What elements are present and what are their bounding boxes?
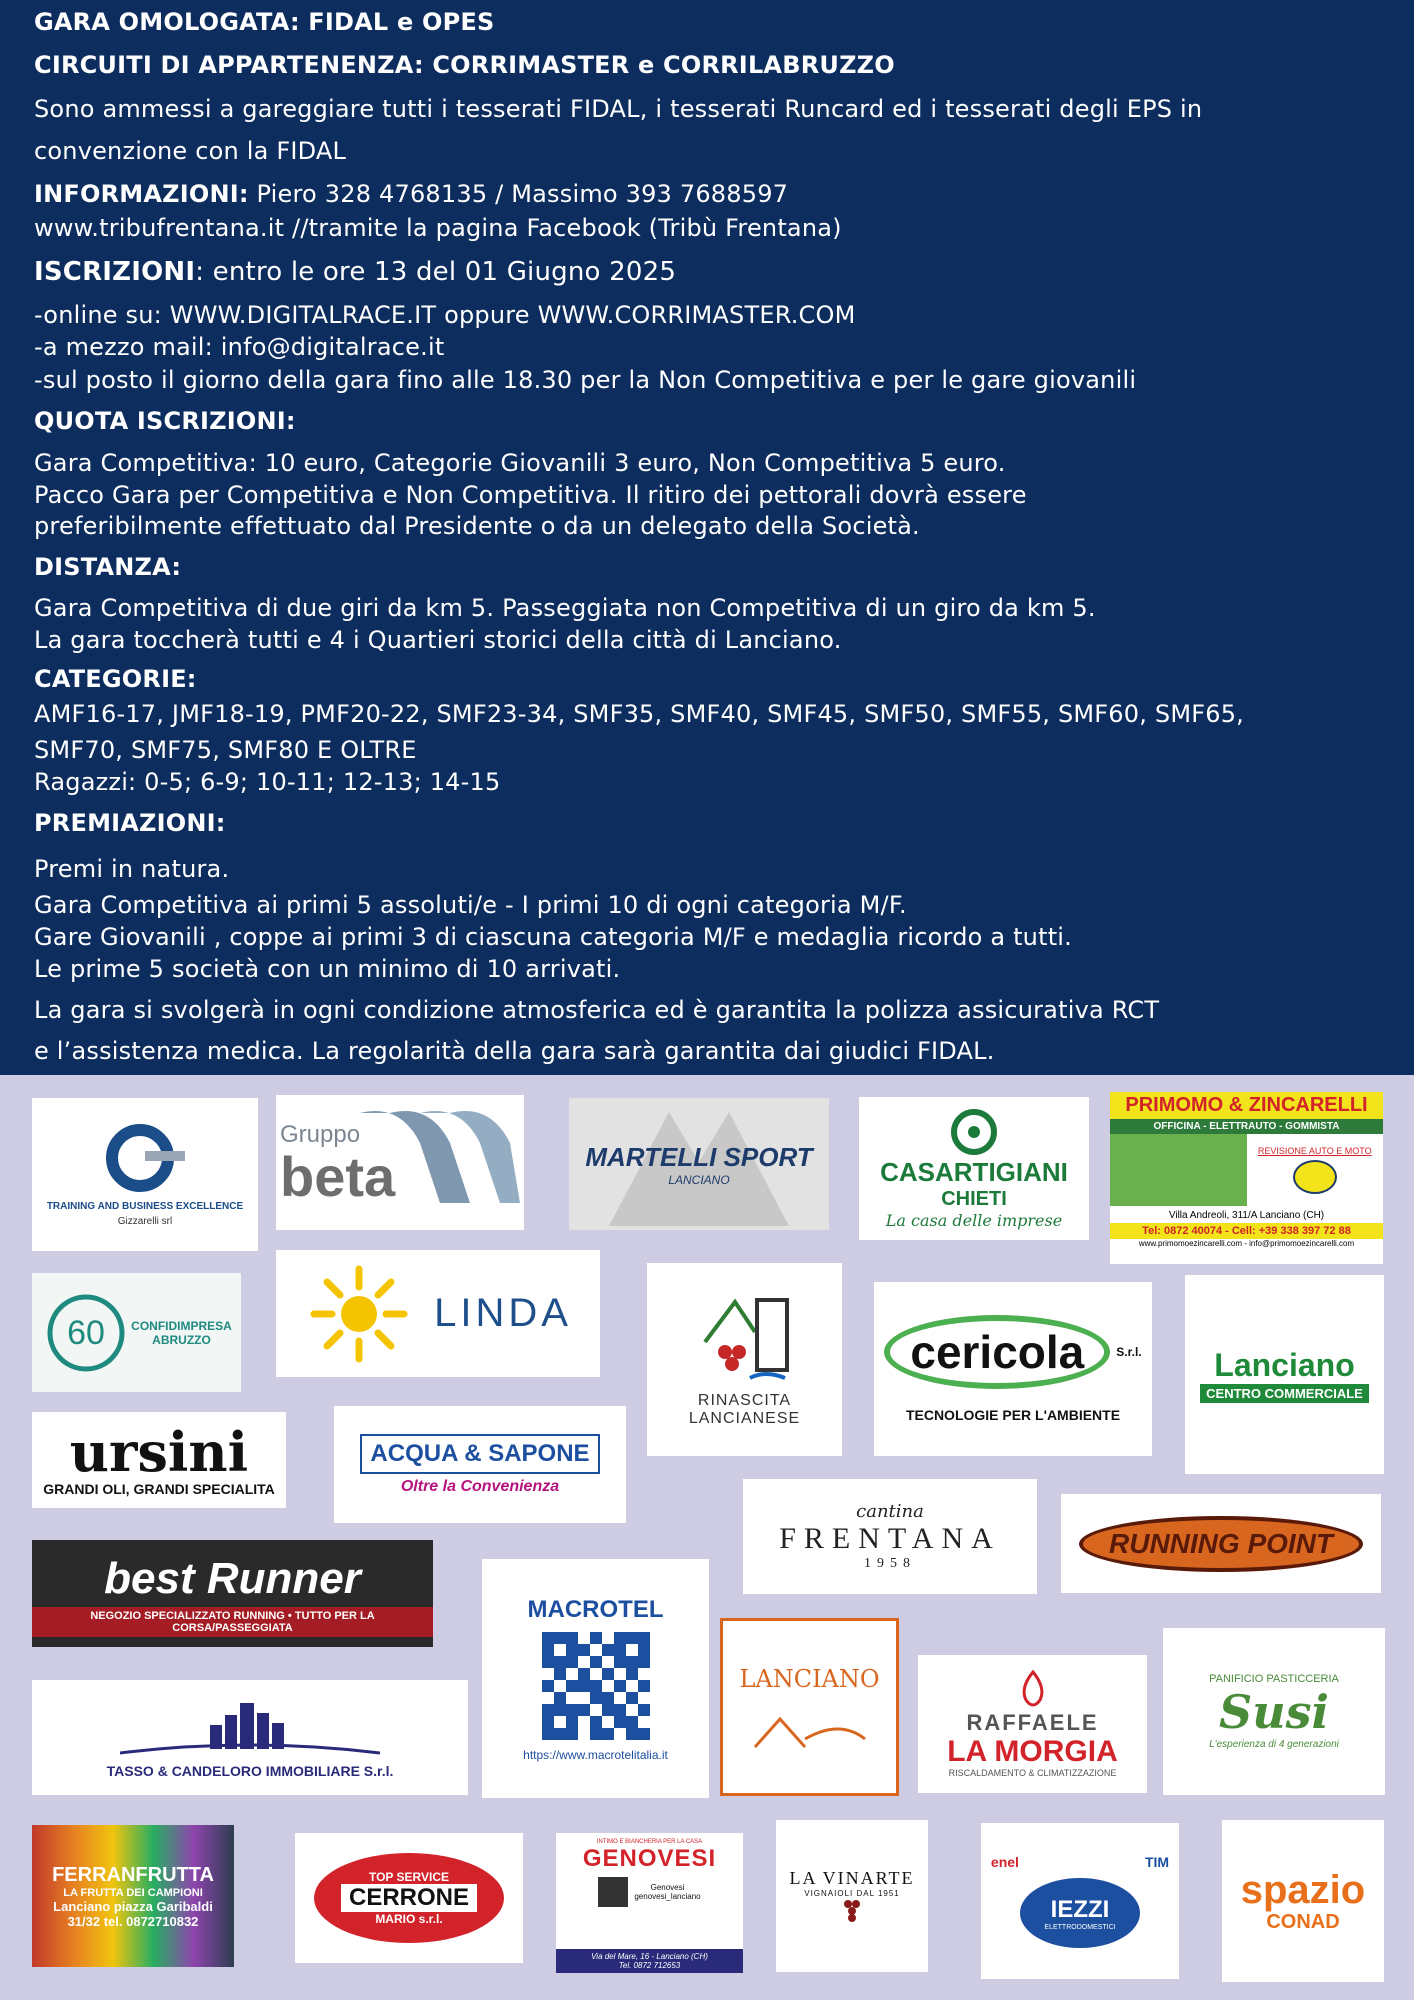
categorie-line-2: SMF70, SMF75, SMF80 E OLTRE — [34, 736, 417, 764]
categorie-line-1: AMF16-17, JMF18-19, PMF20-22, SMF23-34, SMF35, SMF40, SMF45, SMF50, SMF55, SMF60, SMF65, — [34, 700, 1245, 728]
iezzi-name: IEZZI — [1050, 1895, 1110, 1923]
martelli-city: LANCIANO — [668, 1172, 730, 1187]
spazio-conad: CONAD — [1266, 1910, 1340, 1933]
ursini-tagline: GRANDI OLI, GRANDI SPECIALITA — [43, 1481, 275, 1497]
categorie-heading: CATEGORIE: — [34, 665, 197, 693]
la-morgia-flame-icon — [1018, 1670, 1048, 1710]
cerrone-owner: MARIO s.r.l. — [375, 1912, 443, 1926]
categorie-line-3: Ragazzi: 0-5; 6-9; 10-11; 12-13; 14-15 — [34, 768, 501, 796]
iscrizioni-line — [34, 257, 676, 287]
la-morgia-name: LA MORGIA — [947, 1735, 1118, 1768]
confidimpresa-60-icon — [41, 1288, 131, 1378]
casartigiani-motto: La casa delle imprese — [885, 1211, 1063, 1230]
iezzi-enel: enel — [990, 1854, 1019, 1870]
genovesi-name: GENOVESI — [582, 1845, 717, 1872]
acqua-sapone-name: ACQUA & SAPONE — [360, 1434, 599, 1474]
beta-gruppo-text: Gruppo — [280, 1120, 361, 1148]
primomo-address: Villa Andreoli, 311/A Lanciano (CH) — [1168, 1210, 1325, 1221]
logo-running-point — [1061, 1494, 1381, 1593]
sponsor-logos-panel — [0, 1075, 1414, 2000]
confidimpresa-name: CONFIDIMPRESA — [131, 1318, 232, 1333]
susi-name: Susi — [1218, 1685, 1330, 1739]
vinarte-name: LA VINARTE — [789, 1868, 915, 1888]
logo-acqua-sapone — [334, 1406, 626, 1523]
logo-la-vinarte — [776, 1820, 928, 1972]
frentana-cantina: cantina — [856, 1501, 924, 1522]
lanciano-cc-tagline: CENTRO COMMERCIALE — [1200, 1384, 1369, 1403]
ferranfrutta-name: FERRANFRUTTA — [52, 1863, 214, 1886]
cerrone-name: CERRONE — [341, 1884, 477, 1912]
logo-rinascita-lancianese — [647, 1263, 842, 1456]
genovesi-address: Via del Mare, 16 - Lanciano (CH) — [591, 1952, 708, 1961]
quota-line-1: Gara Competitiva: 10 euro, Categorie Giovanili 3 euro, Non Competitiva 5 euro. — [34, 449, 1006, 477]
quota-line-3: preferibilmente effettuato dal Presidente o da un delegato della Società. — [34, 512, 920, 540]
acqua-sapone-tagline: Oltre la Convenienza — [400, 1477, 560, 1495]
iezzi-tim: TIM — [1144, 1854, 1170, 1870]
susi-type: PANIFICIO PASTICCERIA — [1209, 1673, 1339, 1685]
logo-cericola — [874, 1282, 1152, 1456]
logo-cantina-frentana — [743, 1479, 1037, 1594]
genovesi-phone: Tel. 0872 712653 — [618, 1961, 681, 1970]
cericola-name: cericola — [884, 1315, 1110, 1389]
iscrizioni-mail: -a mezzo mail: info@digitalrace.it — [34, 333, 445, 361]
circuiti-heading: CIRCUITI DI APPARTENENZA: CORRIMASTER e CORRILABRUZZO — [34, 51, 895, 79]
macrotel-name: MACROTEL — [527, 1595, 664, 1623]
gizzarelli-name: Gizzarelli srl — [117, 1215, 173, 1227]
best-runner-name: best Runner — [104, 1553, 361, 1603]
informazioni-label: INFORMAZIONI: — [34, 180, 249, 208]
tasso-candeloro-skyline-icon — [120, 1697, 380, 1757]
linda-name: LINDA — [434, 1291, 572, 1335]
informazioni-line — [34, 180, 788, 208]
logo-la-morgia — [918, 1655, 1147, 1793]
distanza-heading: DISTANZA: — [34, 553, 182, 581]
beta-name: beta — [280, 1144, 396, 1208]
logo-spazio-conad — [1222, 1820, 1384, 1982]
logo-linda — [276, 1250, 600, 1377]
logo-genovesi — [556, 1833, 743, 1973]
cericola-srl: S.r.l. — [1116, 1345, 1142, 1359]
logo-ferranfrutta — [32, 1825, 234, 1967]
primomo-name: PRIMOMO & ZINCARELLI — [1110, 1092, 1383, 1119]
susi-tagline: L'esperienza di 4 generazioni — [1209, 1739, 1339, 1750]
logo-casartigiani — [859, 1097, 1089, 1240]
svg-text:60: 60 — [67, 1313, 106, 1352]
la-morgia-tagline: RISCALDAMENTO & CLIMATIZZAZIONE — [948, 1768, 1117, 1778]
ferranfrutta-tagline: LA FRUTTA DEI CAMPIONI — [63, 1886, 203, 1899]
logo-martelli-sport — [569, 1098, 829, 1230]
primomo-mctc-badge-icon — [1293, 1160, 1337, 1194]
la-morgia-first-name: RAFFAELE — [966, 1710, 1099, 1735]
genovesi-instagram: genovesi_lanciano — [634, 1892, 701, 1901]
macrotel-url[interactable]: https://www.macrotelitalia.it — [523, 1747, 668, 1762]
cerrone-service: TOP SERVICE — [368, 1870, 450, 1884]
logo-lanciano-centro-commerciale — [1185, 1275, 1384, 1474]
premiazioni-heading: PREMIAZIONI: — [34, 809, 226, 837]
gizzarelli-g-icon — [95, 1123, 195, 1193]
iscrizioni-deadline: : entro le ore 13 del 01 Giugno 2025 — [195, 257, 677, 287]
logo-primomo-zincarelli — [1110, 1092, 1383, 1264]
condizioni-line-2: e l’assistenza medica. La regolarità della gara sarà garantita dai giudici FIDAL. — [34, 1037, 995, 1065]
genovesi-qr-icon — [598, 1877, 628, 1907]
lanciano-cc-name: Lanciano — [1214, 1346, 1355, 1383]
ferranfrutta-phone: 31/32 tel. 0872710832 — [67, 1913, 199, 1929]
logo-gruppo-beta — [276, 1095, 524, 1230]
quota-heading: QUOTA ISCRIZIONI: — [34, 407, 296, 435]
condizioni-line-1: La gara si svolgerà in ogni condizione atmosferica ed è garantita la polizza assicurativa RCT — [34, 996, 1160, 1024]
iscrizioni-posto: -sul posto il giorno della gara fino alle 18.30 per la Non Competitiva e per le gare giovanili — [34, 366, 1137, 394]
premi-line-4: Le prime 5 società con un minimo di 10 arrivati. — [34, 955, 621, 983]
distanza-line-1: Gara Competitiva di due giri da km 5. Passeggiata non Competitiva di un giro da km 5. — [34, 594, 1096, 622]
confidimpresa-region: ABRUZZO — [152, 1332, 211, 1347]
ammessi-line-2: convenzione con la FIDAL — [34, 137, 347, 165]
iscrizioni-label: ISCRIZIONI — [34, 257, 196, 287]
informazioni-web: www.tribufrentana.it //tramite la pagina Facebook (Tribù Frentana) — [34, 214, 842, 242]
casartigiani-name: CASARTIGIANI — [880, 1157, 1068, 1187]
logo-panificio-susi — [1163, 1628, 1385, 1795]
omologata-heading: GARA OMOLOGATA: FIDAL e OPES — [34, 8, 495, 36]
premi-line-3: Gare Giovanili , coppe ai primi 3 di ciascuna categoria M/F e medaglia ricordo a tutti. — [34, 923, 1073, 951]
rinascita-line-1: RINASCITA — [697, 1391, 792, 1409]
logo-cerrone — [295, 1833, 523, 1963]
primomo-car-image — [1110, 1134, 1247, 1206]
vinarte-tagline: VIGNAIOLI DAL 1951 — [804, 1889, 900, 1898]
frentana-name: FRENTANA — [779, 1522, 1001, 1555]
premi-line-2: Gara Competitiva ai primi 5 assoluti/e - I primi 10 di ogni categoria M/F. — [34, 891, 907, 919]
martelli-name: MARTELLI SPORT — [585, 1141, 813, 1172]
tasso-candeloro-name: TASSO & CANDELORO IMMOBILIARE S.r.l. — [106, 1762, 394, 1779]
primomo-phone: Tel: 0872 40074 - Cell: +39 338 397 72 88 — [1110, 1223, 1383, 1239]
primomo-services: OFFICINA - ELETTRAUTO - GOMMISTA — [1110, 1119, 1383, 1134]
premi-line-1: Premi in natura. — [34, 855, 230, 883]
logo-confidimpresa — [32, 1273, 241, 1392]
genovesi-facebook: Genovesi — [650, 1883, 685, 1892]
iscrizioni-online: -online su: WWW.DIGITALRACE.IT oppure WWW.CORRIMASTER.COM — [34, 301, 856, 329]
iezzi-tagline: ELETTRODOMESTICI — [1044, 1923, 1116, 1931]
ursini-name: ursini — [69, 1420, 249, 1484]
logo-tasso-candeloro — [32, 1680, 468, 1795]
logo-ursini — [32, 1412, 286, 1508]
rinascita-line-2: LANCIANESE — [688, 1409, 801, 1427]
spazio-name: spazio — [1240, 1867, 1366, 1912]
linda-sun-icon — [304, 1259, 414, 1369]
ammessi-line-1: Sono ammessi a gareggiare tutti i tesserati FIDAL, i tesserati Runcard ed i tesserati degli EPS in — [34, 95, 1203, 123]
casartigiani-city: CHIETI — [941, 1188, 1007, 1210]
informazioni-contacts: Piero 328 4768135 / Massimo 393 7688597 — [248, 180, 789, 208]
rinascita-grapes-icon — [695, 1292, 795, 1392]
gizzarelli-tagline: TRAINING AND BUSINESS EXCELLENCE — [46, 1200, 244, 1212]
lanciano-edilizia-house-icon — [750, 1709, 870, 1749]
casartigiani-wheel-icon — [944, 1107, 1004, 1157]
primomo-web: www.primomoezincarelli.com - info@primomoezincarelli.com — [1138, 1239, 1355, 1248]
logo-lanciano-edilizia — [720, 1618, 899, 1796]
best-runner-tagline: NEGOZIO SPECIALIZZATO RUNNING • TUTTO PER LA CORSA/PASSEGGIATA — [32, 1607, 433, 1637]
ferranfrutta-address: Lanciano piazza Garibaldi — [53, 1898, 213, 1914]
macrotel-qr-code[interactable] — [542, 1632, 650, 1740]
logo-macrotel — [482, 1559, 709, 1798]
distanza-line-2: La gara toccherà tutti e 4 i Quartieri storici della città di Lanciano. — [34, 626, 842, 654]
logo-iezzi — [981, 1823, 1179, 1979]
primomo-revisione: REVISIONE AUTO E MOTO — [1257, 1146, 1372, 1156]
lanciano-edilizia-name: LANCIANO — [739, 1665, 880, 1693]
running-point-name: RUNNING POINT — [1079, 1516, 1363, 1572]
logo-best-runner — [32, 1540, 433, 1647]
frentana-year: 1958 — [864, 1556, 916, 1571]
logo-gizzarelli — [32, 1098, 258, 1251]
genovesi-tagline: INTIMO E BIANCHERIA PER LA CASA — [596, 1839, 703, 1845]
vinarte-grape-icon — [842, 1898, 862, 1924]
quota-line-2: Pacco Gara per Competitiva e Non Competitiva. Il ritiro dei pettorali dovrà essere — [34, 481, 1027, 509]
cericola-tagline: TECNOLOGIE PER L'AMBIENTE — [905, 1407, 1121, 1423]
